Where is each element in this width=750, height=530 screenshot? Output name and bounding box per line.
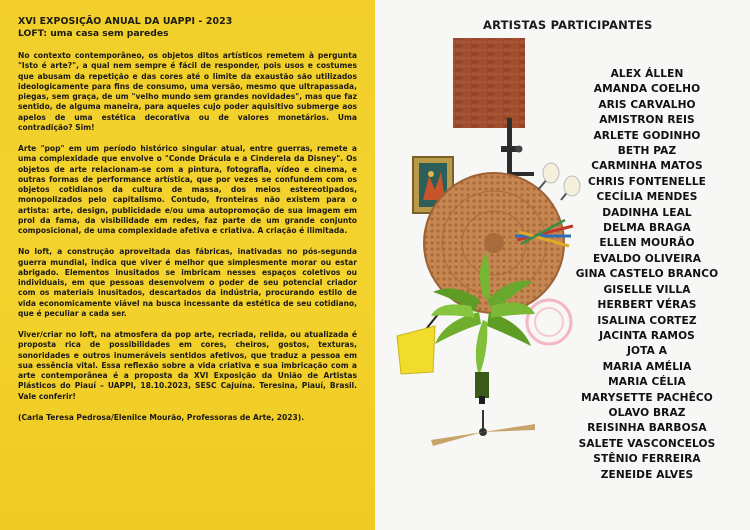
artist-name: ZENEIDE ALVES — [600, 468, 694, 481]
paragraph-1: No contexto contemporâneo, os objetos ditos artísticos remetem à pergunta "Isto é arte?", a qual nem sempre é fácil de responder, pois usos e costumes que abusam da repetição e das cores até o limite da exaustão são utilizados ideologicamente para fins de consumo, uma versão, mesmo que ultrapassada, piegas, sem graça, de um "velho mundo sem grandes novidades", mas que faz sentido, de alguma maneira, para aqueles cujo poder aquisitivo submerge aos apelos de uma estética decorativa ou de valores monetários. Uma contradição? Sim! — [18, 51, 357, 133]
artist-name: DELMA BRAGA — [603, 222, 691, 235]
paragraph-2: Arte "pop" em um período histórico singular atual, entre guerras, remete a uma complexidade que envolve o "Conde Drácula e a Cinderela da Disney". Os objetos de arte relacionam-se com a pintura, fotografia, vídeo e cinema, e outras formas de performance artística, que por vezes se confundem com os objetos cotidianos da cultura de massa, dos meios estereotipados, monopolizados pelo capitalismo. Contudo, fronteiras não existem para o artista: arte, design, publicidade e/ou uma autopromoção de sua imagem em prol da fama, da visibilidade em redes, faz parte de um grande conjunto composicional, de uma complexidade afetiva e criativa. A criação é ilimitada. — [18, 143, 357, 236]
pink-rings-image — [527, 300, 571, 344]
artist-name: GINA CASTELO BRANCO — [575, 268, 719, 281]
credit-line: (Carla Teresa Pedrosa/Elenilce Mourão, Professoras de Arte, 2023). — [18, 412, 305, 422]
artist-name: CECÍLIA MENDES — [596, 191, 698, 204]
artist-name: GISELLE VILLA — [603, 283, 691, 296]
artists-panel — [375, 0, 750, 530]
artist-name: AMANDA COELHO — [593, 83, 701, 96]
artist-name: OLAVO BRAZ — [608, 406, 686, 419]
artist-name: ISALINA CORTEZ — [597, 314, 697, 327]
artist-name: REISINHA BARBOSA — [587, 422, 707, 435]
yellow-lamp-image — [397, 308, 443, 374]
brick-wall-image — [453, 38, 525, 128]
artist-name: BETH PAZ — [617, 145, 677, 158]
artist-name: CHRIS FONTENELLE — [587, 175, 707, 188]
artists-list — [567, 67, 727, 483]
exhibition-title: XVI EXPOSIÇÃO ANUAL DA UAPPI - 2023 — [18, 16, 233, 27]
artist-name: CARMINHA MATOS — [591, 160, 703, 173]
artist-name: ARIS CARVALHO — [598, 98, 696, 111]
artist-name: JACINTA RAMOS — [599, 329, 695, 342]
artist-name: MARYSETTE PACHÊCO — [581, 391, 713, 404]
artist-name: ELLEN MOURÃO — [599, 237, 695, 250]
artist-name: DADINHA LEAL — [602, 206, 692, 219]
artist-name: STÊNIO FERREIRA — [593, 453, 701, 466]
artist-name: EVALDO OLIVEIRA — [592, 252, 702, 265]
artist-name: ALEX ÁLLEN — [610, 68, 684, 80]
artist-name: ARLETE GODINHO — [593, 129, 701, 142]
artist-name: SALETE VASCONCELOS — [578, 437, 716, 450]
artist-name: JOTA A — [626, 345, 668, 358]
artist-name: MARIA CÉLIA — [608, 376, 686, 389]
artists-title: ARTISTAS PARTICIPANTES — [483, 18, 653, 32]
artist-name: MARIA AMÉLIA — [602, 360, 692, 373]
exhibition-subtitle: LOFT: uma casa sem paredes — [18, 28, 169, 39]
artist-name: AMISTRON REIS — [599, 114, 695, 127]
ceiling-fan-image — [431, 410, 535, 446]
paragraph-4: Viver/criar no loft, na atmosfera da pop arte, recriada, relida, ou atualizada é proposta rica de possibilidades em cores, cheiros, gostos, texturas, sonoridades e outros inumeráveis sentidos afetivos, que traduz a pessoa em sua essência vital. Essa reflexão sobre a vida criativa e sua imbricação com a arte contemporânea é a proposta da XVI Exposição da União de Artistas Plásticos do Piauí – UAPPI, 18.10.2023, SESC Cajuína. Teresina, Piauí, Brasil. Vale conferir! — [18, 329, 357, 401]
paragraph-3: No loft, a construção aproveitada das fábricas, inativadas no pós-segunda guerra mundial, indica que viver é melhor que simplesmente morar ou estar abrigado. Elementos inusitados se imbricam nesses espaços coletivos ou individuais, em que pessoas desenvolvem o poder de seu potencial criador com os materiais inusitados, descartados da indústria, procurando estilo de vida economicamente viável na busca incessante da estética de seu cotidiano, que é peculiar a cada ser. — [18, 247, 357, 319]
artist-name: HERBERT VÉRAS — [597, 299, 697, 312]
